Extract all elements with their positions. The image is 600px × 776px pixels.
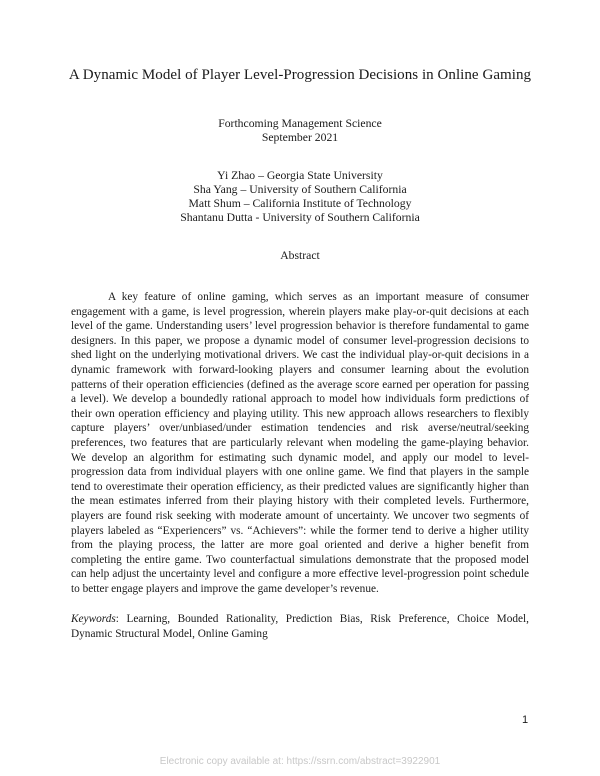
keywords-label: Keywords — [71, 613, 116, 625]
paper-venue: Forthcoming Management Science — [218, 117, 382, 130]
page-number: 1 — [522, 714, 529, 726]
keywords-list: : Learning, Bounded Rationality, Prediction Bias, Risk Preference, Choice Model, Dynamic Structural Model, Online Gaming — [71, 613, 529, 640]
author-line: Sha Yang – University of Southern California — [193, 183, 407, 196]
ssrn-watermark: Electronic copy available at: https://ssrn.com/abstract=3922901 — [159, 756, 441, 767]
paper-title: A Dynamic Model of Player Level-Progression Decisions in Online Gaming — [68, 67, 532, 83]
author-line: Yi Zhao – Georgia State University — [217, 169, 383, 182]
keywords-section — [71, 612, 529, 641]
paper-date: September 2021 — [261, 131, 339, 144]
abstract-heading: Abstract — [280, 249, 320, 262]
author-line: Shantanu Dutta - University of Southern California — [180, 211, 420, 224]
abstract-body — [71, 290, 529, 596]
abstract-paragraph: A key feature of online gaming, which serves as an important measure of consumer engagement with a game, is level progression, wherein players make play-or-quit decisions at each level of the game. Understanding users’ level progression behavior is therefore fundamental to game designers. In this paper, we propose a dynamic model of consumer level-progression decisions to shed light on the underlying motivational drivers. We cast the individual play-or-quit decisions in a dynamic framework with forward-looking players and consumer learning about the evolution patterns of their operation efficiencies (defined as the average score earned per operation for passing a level). We develop a boundedly rational approach to model how individuals form predictions of their own operation efficiency and playing utility. This new approach allows researchers to flexibly capture players’ over/unbiased/under estimation tendencies and risk averse/neutral/seeking preferences, two features that are particularly relevant when modeling the game-playing behavior. We develop an algorithm for estimating such dynamic model, and apply our model to level-progression data from individual players with one online game. We find that players in the sample tend to overestimate their operation efficiency, as their predicted values are significantly higher than the mean estimates inferred from their playing history with their completed levels. Furthermore, players are found risk seeking with moderate amount of uncertainty. We uncover two segments of players labeled as “Experiencers” vs. “Achievers”: while the former tend to derive a higher utility from the playing process, the latter are more goal oriented and derive a higher benefit from completing the entire game. Two counterfactual simulations demonstrate that the proposed model can help adjust the uncertainty level and configure a more effective level-progression point schedule to better engage players and improve the game developer’s revenue. — [71, 291, 529, 595]
author-line: Matt Shum – California Institute of Technology — [188, 197, 412, 210]
